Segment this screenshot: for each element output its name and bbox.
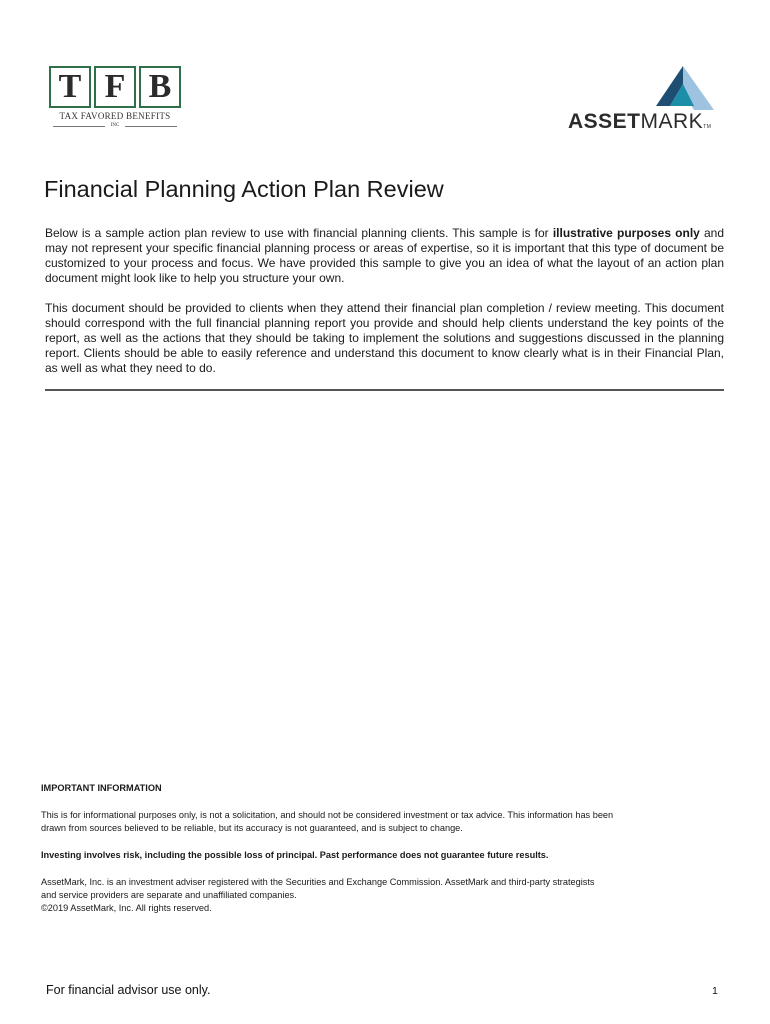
registration-text	[41, 876, 681, 915]
tfb-rule-right	[125, 126, 177, 127]
disclaimer-line-1: This is for informational purposes only, is not a solicitation, and should not be considered investment or tax advice. This information has been	[41, 810, 614, 820]
registration-line-2: and service providers are separate and unaffiliated companies.	[41, 890, 297, 900]
page-title: Financial Planning Action Plan Review	[44, 176, 444, 202]
tfb-logo	[49, 66, 181, 132]
copyright-line: ©2019 AssetMark, Inc. All rights reserved.	[41, 903, 212, 913]
registration-line-1: AssetMark, Inc. is an investment adviser registered with the Securities and Exchange Commission. AssetMark and third-party strategists	[41, 877, 595, 887]
important-info-heading: IMPORTANT INFORMATION	[41, 783, 162, 793]
intro-text-end: and may not represent your specific financial planning process or areas of expertise, so it is important that this type of document be customized to your process and focus. We have provided this sample to give you an idea of what the layout of an action plan document might look like to help you structure your own.	[45, 226, 724, 285]
tfb-letter-b: B	[139, 66, 181, 108]
assetmark-word-bold: ASSET	[568, 110, 641, 133]
section-divider	[45, 389, 724, 391]
risk-statement: Investing involves risk, including the possible loss of principal. Past performance does not guarantee future results.	[41, 850, 549, 860]
page-number: 1	[712, 985, 718, 997]
intro-paragraph	[45, 226, 724, 286]
tfb-suffix: INC	[110, 123, 120, 128]
tfb-letter-boxes	[49, 66, 181, 112]
disclaimer-line-2: drawn from sources believed to be reliable, but its accuracy is not guaranteed, and is subject to change.	[41, 823, 463, 833]
assetmark-triangle-icon	[656, 66, 714, 110]
tfb-letter-t: T	[49, 66, 91, 108]
assetmark-wordmark	[568, 110, 711, 134]
intro-text-start: Below is a sample action plan review to use with financial planning clients. This sample is for	[45, 226, 553, 240]
assetmark-word-light: MARK	[640, 110, 704, 133]
assetmark-trademark: TM	[703, 124, 712, 130]
assetmark-logo	[568, 66, 728, 136]
footer-note: For financial advisor use only.	[46, 983, 211, 997]
tfb-tagline: TAX FAVORED BENEFITS	[59, 111, 171, 121]
intro-bold-phrase: illustrative purposes only	[552, 226, 700, 240]
usage-paragraph: This document should be provided to clients when they attend their financial plan completion / review meeting. This document should correspond with the full financial planning report you provide and should help clients understand the key points of the report, as well as the actions that they should be taking to implement the solutions and suggestions discussed in the planning report. Clients should be able to easily reference and understand this document to know clearly what is in their Financial Plan, as well as what they need to do.	[45, 301, 724, 375]
tfb-letter-f: F	[94, 66, 136, 108]
important-information	[41, 782, 681, 915]
disclaimer-text	[41, 809, 681, 835]
